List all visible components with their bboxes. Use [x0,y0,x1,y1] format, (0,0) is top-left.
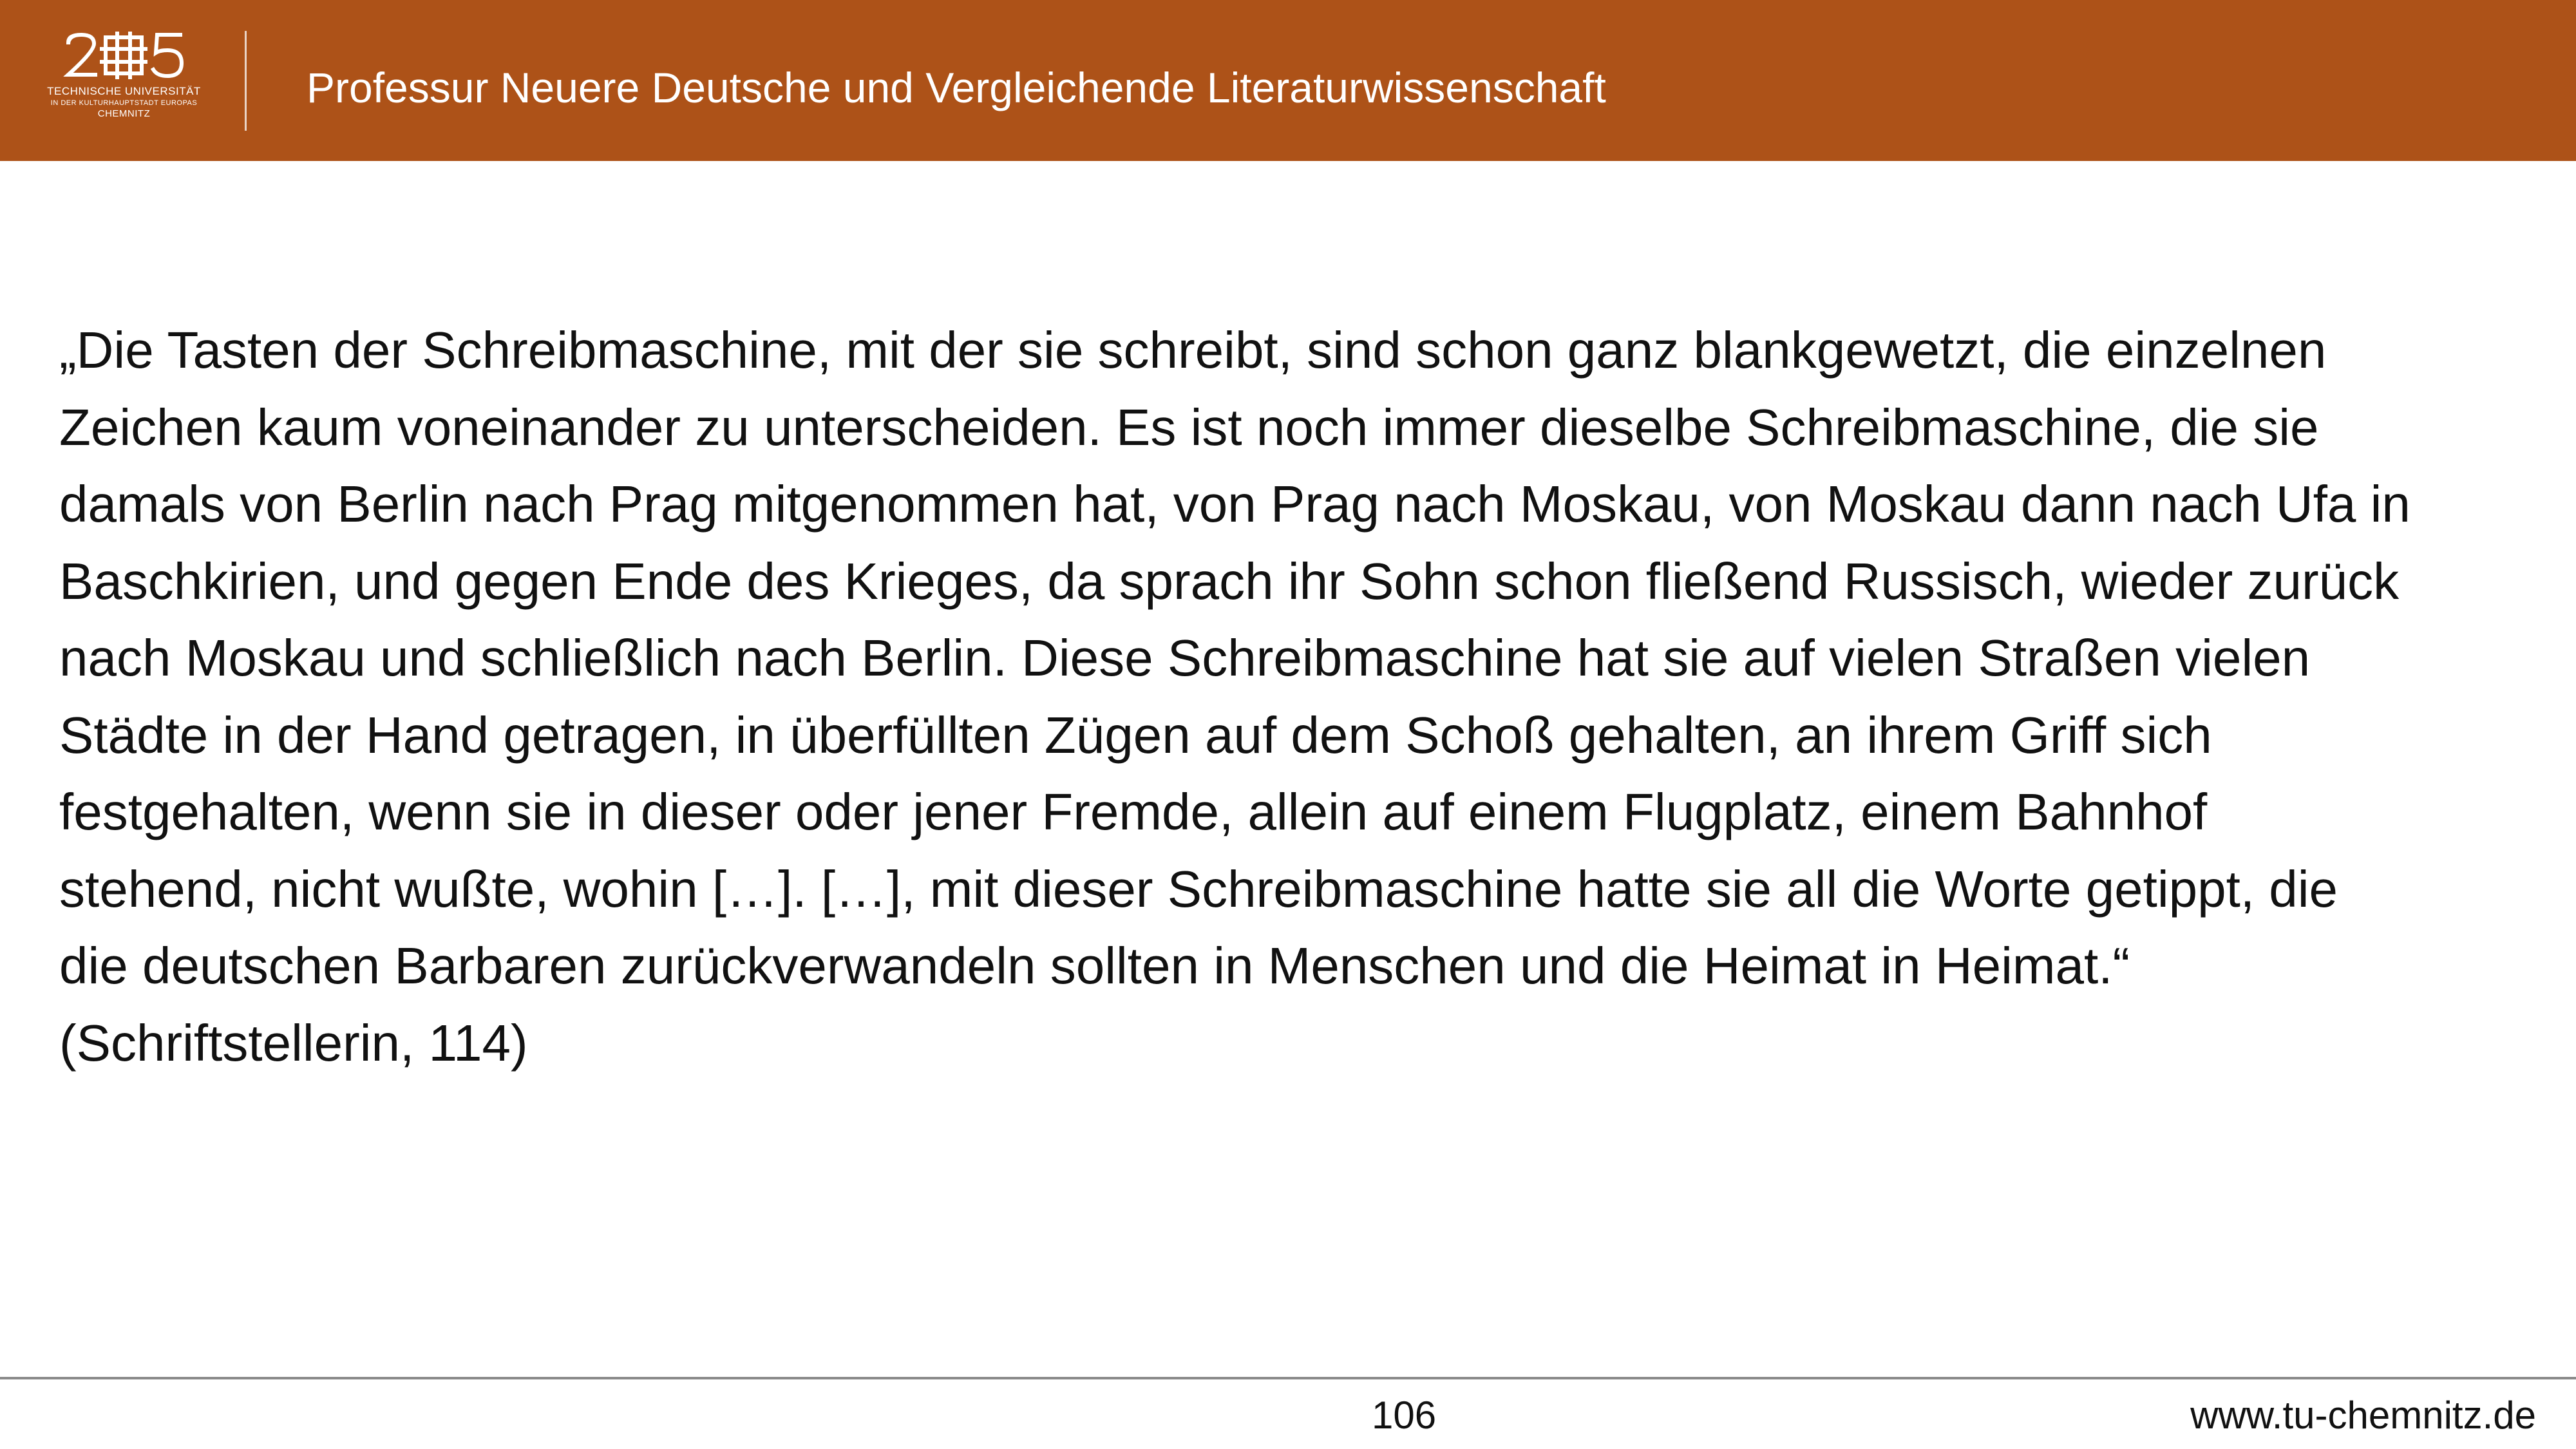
logo-text-university: TECHNISCHE UNIVERSITÄT [47,85,201,97]
logo-wordmark-icon [63,31,185,81]
quote-line: nach Moskau und schließlich nach Berlin. Diese Schreibmaschine hat sie auf vielen Straßen vielen [59,629,2311,687]
quote-line: festgehalten, wenn sie in dieser oder jener Fremde, allein auf einem Flugplatz, einem Bahnhof [59,783,2208,840]
logo-text-subtitle: IN DER KULTURHAUPTSTADT EUROPAS [50,99,198,107]
quote-line: stehend, nicht wußte, wohin […]. […], mit dieser Schreibmaschine hatte sie all die Worte getippt, die [59,860,2338,918]
quote-line: Städte in der Hand getragen, in überfüllten Zügen auf dem Schoß gehalten, an ihrem Griff sich [59,706,2212,764]
header-title: Professur Neuere Deutsche und Vergleichende Literaturwissenschaft [307,64,1606,111]
logo-text-city: CHEMNITZ [97,108,151,119]
quote-line: Baschkirien, und gegen Ende des Krieges, da sprach ihr Sohn schon fließend Russisch, wieder zurück [59,552,2400,610]
header-bar [0,0,2576,161]
footer-divider [0,1377,2576,1379]
quote-citation: (Schriftstellerin, 114) [59,1014,528,1072]
page-number: 106 [1372,1394,1437,1437]
header-divider [245,31,247,131]
quote-line: „Die Tasten der Schreibmaschine, mit der sie schreibt, sind schon ganz blankgewetzt, die einzelnen [59,321,2327,379]
footer-url: www.tu-chemnitz.de [2190,1394,2536,1437]
quote-line: Zeichen kaum voneinander zu unterscheiden. Es ist noch immer dieselbe Schreibmaschine, die sie [59,398,2319,456]
quote-line: damals von Berlin nach Prag mitgenommen hat, von Prag nach Moskau, von Moskau dann nach Ufa in [59,475,2410,533]
quote-block [59,312,2545,1081]
university-logo [35,31,213,134]
quote-line: die deutschen Barbaren zurückverwandeln sollten in Menschen und die Heimat in Heimat.“ [59,937,2130,994]
